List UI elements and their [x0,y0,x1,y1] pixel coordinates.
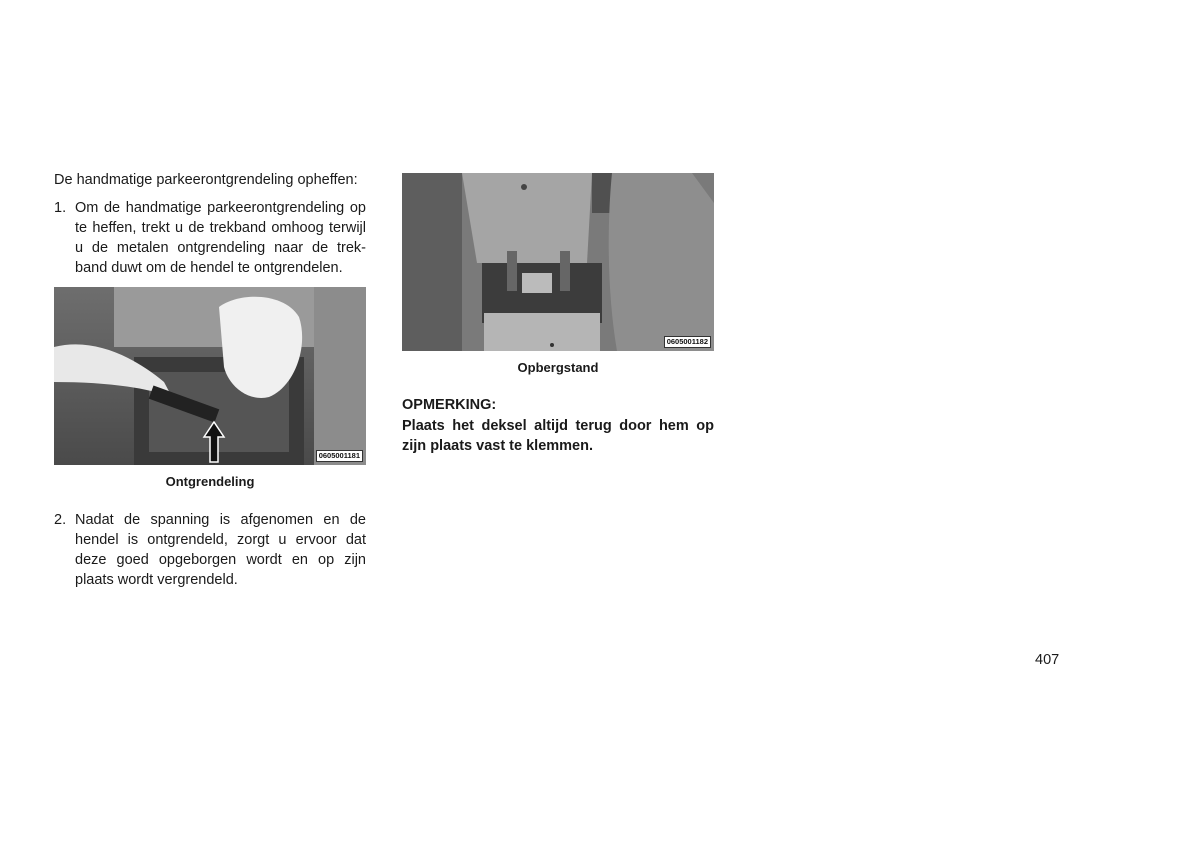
figure-release-photo [54,287,366,465]
figure-2-caption: Opbergstand [517,360,599,375]
left-column [54,170,366,590]
step-2-number: 2. [54,512,67,528]
step-1-number: 1. [54,200,67,216]
figure-2-code: 0605001182 [664,336,711,348]
release-photo-illustration [54,287,366,465]
step-2-text: Nadat de spanning is afgenomen en de hendel is ontgrendeld, zorgt u ervoor dat deze goed opgeborgen wordt en op zijn plaats wordt vergrendeld. [75,512,366,588]
figure-storage-photo [402,173,714,351]
figure-1-code: 0605001181 [316,450,363,462]
figure-1-caption: Ontgrendeling [165,474,255,489]
step-2 [54,510,366,590]
intro-text: De handmatige parkeerontgrendeling opheffen: [54,172,358,188]
storage-photo-illustration [402,173,714,351]
page-number: 407 [1035,652,1060,668]
step-1-text: Om de handmatige parkeerontgrendeling op te heffen, trekt u de trekband omhoog terwijl u de metalen ontgrendeling naar de trek-band duwt om de hendel te ontgrendelen. [75,200,366,276]
right-column [402,173,714,456]
step-1 [54,198,366,278]
note-title: OPMERKING: [402,397,497,413]
note-text: Plaats het deksel altijd terug door hem op zijn plaats vast te klemmen. [402,418,714,454]
